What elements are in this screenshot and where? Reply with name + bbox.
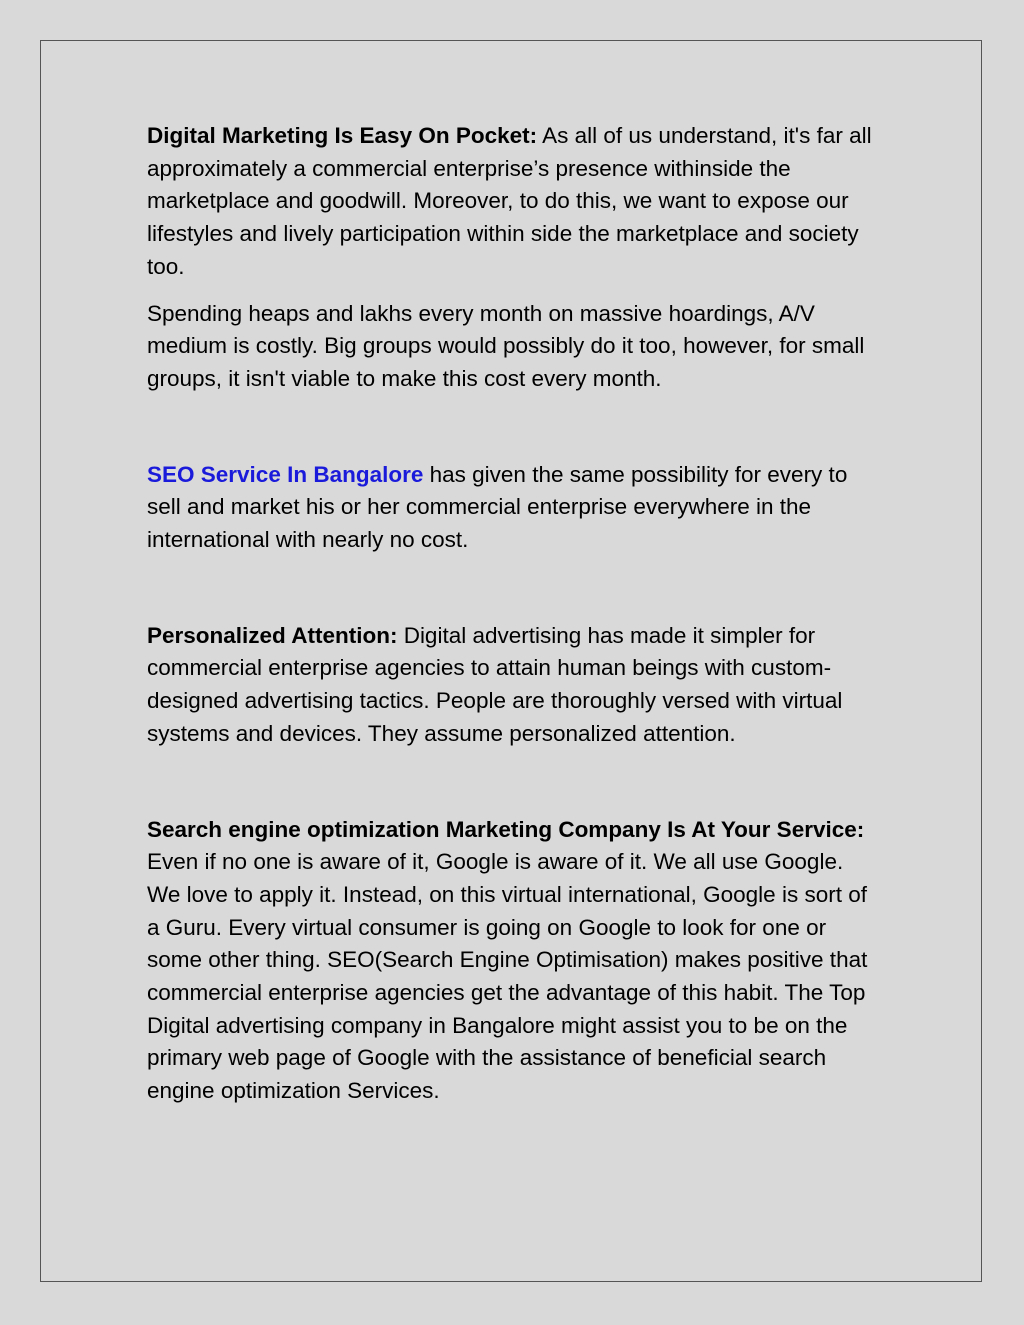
paragraph-personalized-attention [147,620,882,751]
text-personalized-attention: Digital advertising has made it simpler for commercial enterprise agencies to attain human beings with custom-designed advertising tactics. People are thoroughly versed with virtual systems and devices. They assume personalized attention. [147,622,843,746]
paragraph-easy-on-pocket [147,120,882,284]
paragraph-seo-company [147,814,882,1108]
text-spending: Spending heaps and lakhs every month on massive hoardings, A/V medium is costly. Big groups would possibly do it too, however, for small groups, it isn't viable to make this cost every month. [147,300,865,391]
paragraph-spending [147,298,882,396]
paragraph-seo-service [147,459,882,557]
heading-personalized-attention: Personalized Attention: [147,622,398,648]
text-easy-on-pocket: As all of us understand, it's far all approximately a commercial enterprise’s presence withinside the marketplace and goodwill. Moreover, to do this, we want to expose our lifestyles and lively participation within side the marketplace and society too. [147,123,872,279]
text-seo-service: has given the same possibility for every to sell and market his or her commercial enterprise everywhere in the international with nearly no cost. [147,461,848,553]
seo-service-link[interactable]: SEO Service In Bangalore [147,461,424,487]
document-body [147,120,882,1108]
text-seo-company: Even if no one is aware of it, Google is aware of it. We all use Google. We love to apply it. Instead, on this virtual international, Google is sort of a Guru. Every virtual consumer is going on Google to look for one or some other thing. SEO(Search Engine Optimisation) makes positive that commercial enterprise agencies get the advantage of this habit. The Top Digital advertising company in Bangalore might assist you to be on the primary web page of Google with the assistance of beneficial search engine optimization Services. [147,849,868,1104]
heading-easy-on-pocket: Digital Marketing Is Easy On Pocket: [147,123,538,148]
heading-seo-company: Search engine optimization Marketing Company Is At Your Service: [147,816,865,842]
